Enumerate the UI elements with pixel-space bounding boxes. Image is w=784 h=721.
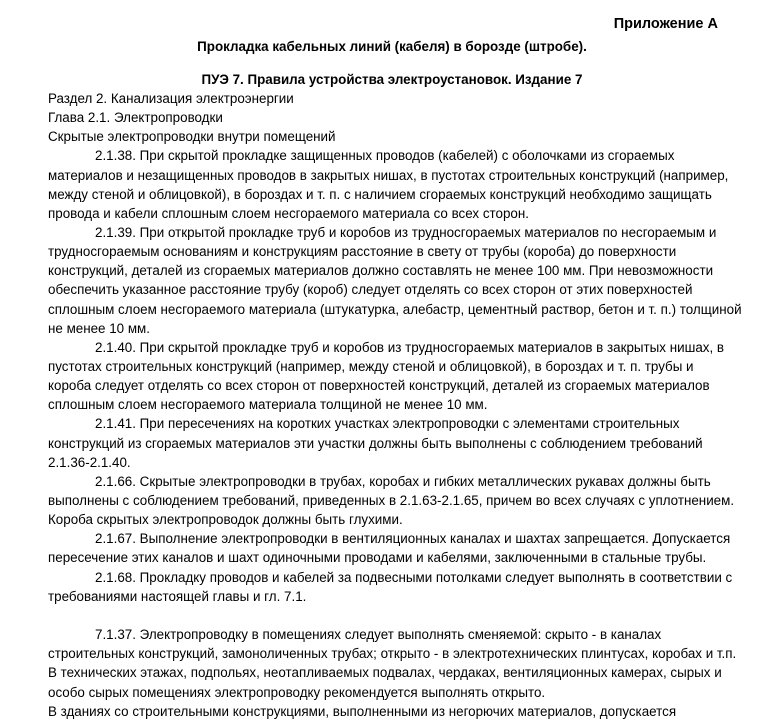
paragraph-line: провода и кабели сплошным слоем несгораемого материала со всех сторон.: [48, 205, 529, 221]
document-body: [48, 89, 742, 721]
paragraph-line: 2.1.66. Скрытые электропроводки в трубах, коробах и гибких металлических рукавах должны быть: [95, 473, 711, 489]
paragraph-line: выполнены с соблюдением требований, приведенных в 2.1.63-2.1.65, причем во всех случаях с уплотнением.: [48, 492, 735, 508]
paragraph-line: материалов и незащищенных проводов в закрытых нишах, в пустотах строительных конструкций (например,: [48, 167, 729, 183]
paragraph-line: трудносгораемым основаниям и конструкциям расстояние в свету от трубы (короба) до поверхности: [48, 244, 677, 260]
paragraph-line: 2.1.36-2.1.40.: [48, 454, 131, 470]
paragraph-line: между стеной и облицовкой), в бороздах и т. п. с наличием сгораемых конструкций необходимо защищать: [48, 186, 712, 202]
paragraph-line: 2.1.38. При скрытой прокладке защищенных проводов (кабелей) с оболочками из сгораемых: [95, 148, 675, 164]
paragraph-line: строительных конструкций, замоноличенных трубах; открыто - в электротехнических плинтусах, коробах и т.п.: [48, 646, 737, 662]
paragraph-line: короба следует отделять со всех сторон от поверхностей конструкций, деталей из сгораемых материалов: [48, 378, 710, 394]
paragraph-line: сплошным слоем несгораемого материала (штукатурка, алебастр, цементный раствор, бетон и т. п.) толщиной: [48, 301, 742, 317]
paragraph-line: обеспечить указанное расстояние трубу (короб) следует отделять со всех сторон от этих поверхностей: [48, 282, 693, 298]
section-heading: Раздел 2. Канализация электроэнергии: [48, 91, 294, 106]
paragraph-line: 2.1.68. Прокладку проводов и кабелей за подвесными потолками следует выполнять в соответствии с: [95, 569, 733, 585]
paragraph-line: 2.1.39. При открытой прокладке труб и коробов из трудносгораемых материалов по несгораемым и: [95, 224, 717, 240]
subsection-heading: Скрытые электропроводки внутри помещений: [48, 129, 336, 145]
paragraph-line: не менее 10 мм.: [48, 320, 150, 336]
paragraph-line: требованиями настоящей главы и гл. 7.1.: [48, 588, 307, 604]
paragraph-line: Короба скрытых электропроводок должны быть глухими.: [48, 512, 403, 528]
paragraph-line: конструкций, деталей из сгораемых материалов должно составлять не менее 100 мм. При невозможности: [48, 263, 714, 279]
paragraph-line: конструкций из сгораемых материалов эти участки должны быть выполнены с соблюдением требований: [48, 435, 703, 451]
paragraph-line: сплошным слоем несгораемого материала толщиной не менее 10 мм.: [48, 397, 488, 413]
chapter-heading: Глава 2.1. Электропроводки: [48, 110, 223, 126]
paragraph-line: В зданиях со строительными конструкциями, выполненными из негорючих материалов, допускается: [48, 703, 677, 719]
paragraph-line: 2.1.41. При пересечениях на коротких участках электропроводки с элементами строительных: [95, 416, 680, 432]
paragraph-line: пустотах строительных конструкций (например, между стеной и облицовкой), в бороздах и т. п. трубы и: [48, 358, 694, 374]
appendix-label: Приложение А: [613, 16, 718, 32]
source-title: ПУЭ 7. Правила устройства электроустановок. Издание 7: [201, 72, 583, 87]
paragraph-line: 7.1.37. Электропроводку в помещениях следует выполнять сменяемой: скрыто - в каналах: [95, 627, 662, 643]
paragraph-line: 2.1.40. При скрытой прокладке труб и коробов из трудносгораемых материалов в закрытых нишах, в: [95, 339, 725, 355]
paragraph-line: 2.1.67. Выполнение электропроводки в вентиляционных каналах и шахтах запрещается. Допускается: [95, 531, 731, 547]
document-title: Прокладка кабельных линий (кабеля) в борозде (штробе).: [197, 39, 587, 54]
paragraph-line: особо сырых помещениях электропроводку рекомендуется выполнять открыто.: [48, 684, 546, 700]
paragraph-line: В технических этажах, подпольях, неотапливаемых подвалах, чердаках, вентиляционных камерах, сырых и: [48, 665, 722, 681]
paragraph-line: пересечение этих каналов и шахт одиночными проводами и кабелями, заключенными в стальные трубы.: [48, 550, 707, 566]
paragraph-gap: [48, 606, 738, 625]
